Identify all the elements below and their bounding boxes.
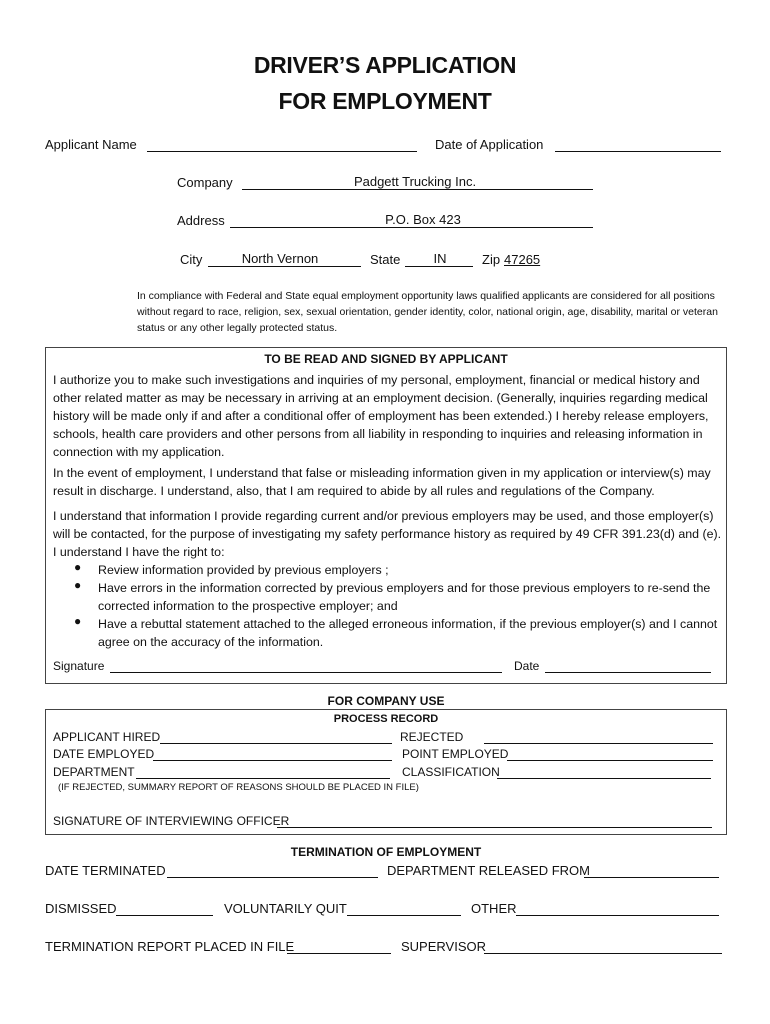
applicant-section-heading: TO BE READ AND SIGNED BY APPLICANT [264,352,508,366]
date-of-application-label: Date of Application [435,137,544,152]
date-employed-label: DATE EMPLOYED [53,747,155,761]
title-line-2: FOR EMPLOYMENT [278,88,492,114]
voluntarily-quit-label: VOLUNTARILY QUIT [224,901,347,916]
eeo-notice: In compliance with Federal and State equal employment opportunity laws qualified applicants are considered for all positions without regard to race, religion, sex, sexual orientation, gender identity, color, national origin, age, disability, marital or veteran status or any other legally protected status. [137,290,718,334]
city-field[interactable] [208,266,361,267]
address-field[interactable] [230,227,593,228]
interviewing-officer-signature-field[interactable] [277,827,712,828]
state-field[interactable] [405,266,473,267]
date-employed-field[interactable] [153,760,392,761]
rejected-note: (IF REJECTED, SUMMARY REPORT OF REASONS SHOULD BE PLACED IN FILE) [58,782,419,793]
date-terminated-field[interactable] [167,877,378,878]
state-label: State [370,252,401,267]
bullet-icon: ● [74,614,82,628]
point-employed-label: POINT EMPLOYED [402,747,509,761]
company-value: Padgett Trucking Inc. [353,174,477,189]
date-of-application-field[interactable] [555,151,721,152]
classification-field[interactable] [497,778,711,779]
department-released-field[interactable] [584,877,719,878]
company-label: Company [177,175,233,190]
termination-heading: TERMINATION OF EMPLOYMENT [290,845,482,859]
department-released-label: DEPARTMENT RELEASED FROM [387,863,590,878]
company-field[interactable] [242,189,593,190]
report-in-file-field[interactable] [287,953,391,954]
right-item: Have errors in the information corrected by previous employers and for those previous employers to re-send the corrected information to the prospective employer; and [98,581,711,613]
state-value: IN [433,251,447,266]
interviewing-officer-label: SIGNATURE OF INTERVIEWING OFFICER [53,814,290,828]
other-label: OTHER [471,901,517,916]
applicant-hired-label: APPLICANT HIRED [53,730,161,744]
supervisor-field[interactable] [484,953,722,954]
misleading-info-paragraph: In the event of employment, I understand that false or misleading information given in my application or interview(s) may result in discharge. I understand, also, that I am required to abide by all rules and regulations of the Company. [53,466,711,498]
address-value: P.O. Box 423 [385,212,461,227]
applicant-name-label: Applicant Name [45,137,137,152]
signature-field[interactable] [110,672,502,673]
bullet-icon: ● [74,578,82,592]
right-item: Have a rebuttal statement attached to the alleged erroneous information, if the previous employer(s) and I cannot agree on the accuracy of the information. [98,617,718,649]
bullet-icon: ● [74,560,82,574]
company-use-heading: FOR COMPANY USE [327,694,445,708]
signature-date-field[interactable] [545,672,711,673]
right-item: Review information provided by previous employers ; [98,563,389,577]
title-line-1: DRIVER’S APPLICATION [253,52,517,78]
rejected-field[interactable] [484,743,713,744]
address-label: Address [177,213,225,228]
signature-label: Signature [53,659,105,673]
date-terminated-label: DATE TERMINATED [45,863,166,878]
authorization-paragraph: I authorize you to make such investigations and inquiries of my personal, employment, financial or medical history and other related matter as may be necessary in arriving at an employment decision. (Generally, inquiries regarding medical history will be made only if and after a conditional offer of employment has been extended.) I hereby release employers, schools, health care providers and other persons from all liability in responding to inquiries and releasing information in connection with my application. [53,373,709,459]
safety-history-paragraph: I understand that information I provide regarding current and/or previous employers may be used, and those employer(s) will be contacted, for the purpose of investigating my safety performance history as required by 49 CFR 391.23(d) and (e). I understand I have the right to: [53,509,722,559]
city-value: North Vernon [241,251,319,266]
rejected-label: REJECTED [400,730,464,744]
dismissed-label: DISMISSED [45,901,117,916]
voluntarily-quit-field[interactable] [347,915,461,916]
point-employed-field[interactable] [507,760,713,761]
signature-date-label: Date [514,659,540,673]
other-field[interactable] [516,915,719,916]
zip-label: Zip [482,252,501,267]
supervisor-label: SUPERVISOR [401,939,487,954]
applicant-name-field[interactable] [147,151,417,152]
zip-value: 47265 [504,252,541,267]
classification-label: CLASSIFICATION [402,765,500,779]
report-in-file-label: TERMINATION REPORT PLACED IN FILE [45,939,295,954]
department-field[interactable] [136,778,390,779]
process-record-heading: PROCESS RECORD [333,713,439,725]
department-label: DEPARTMENT [53,765,135,779]
applicant-hired-field[interactable] [160,743,392,744]
city-label: City [180,252,203,267]
dismissed-field[interactable] [116,915,213,916]
